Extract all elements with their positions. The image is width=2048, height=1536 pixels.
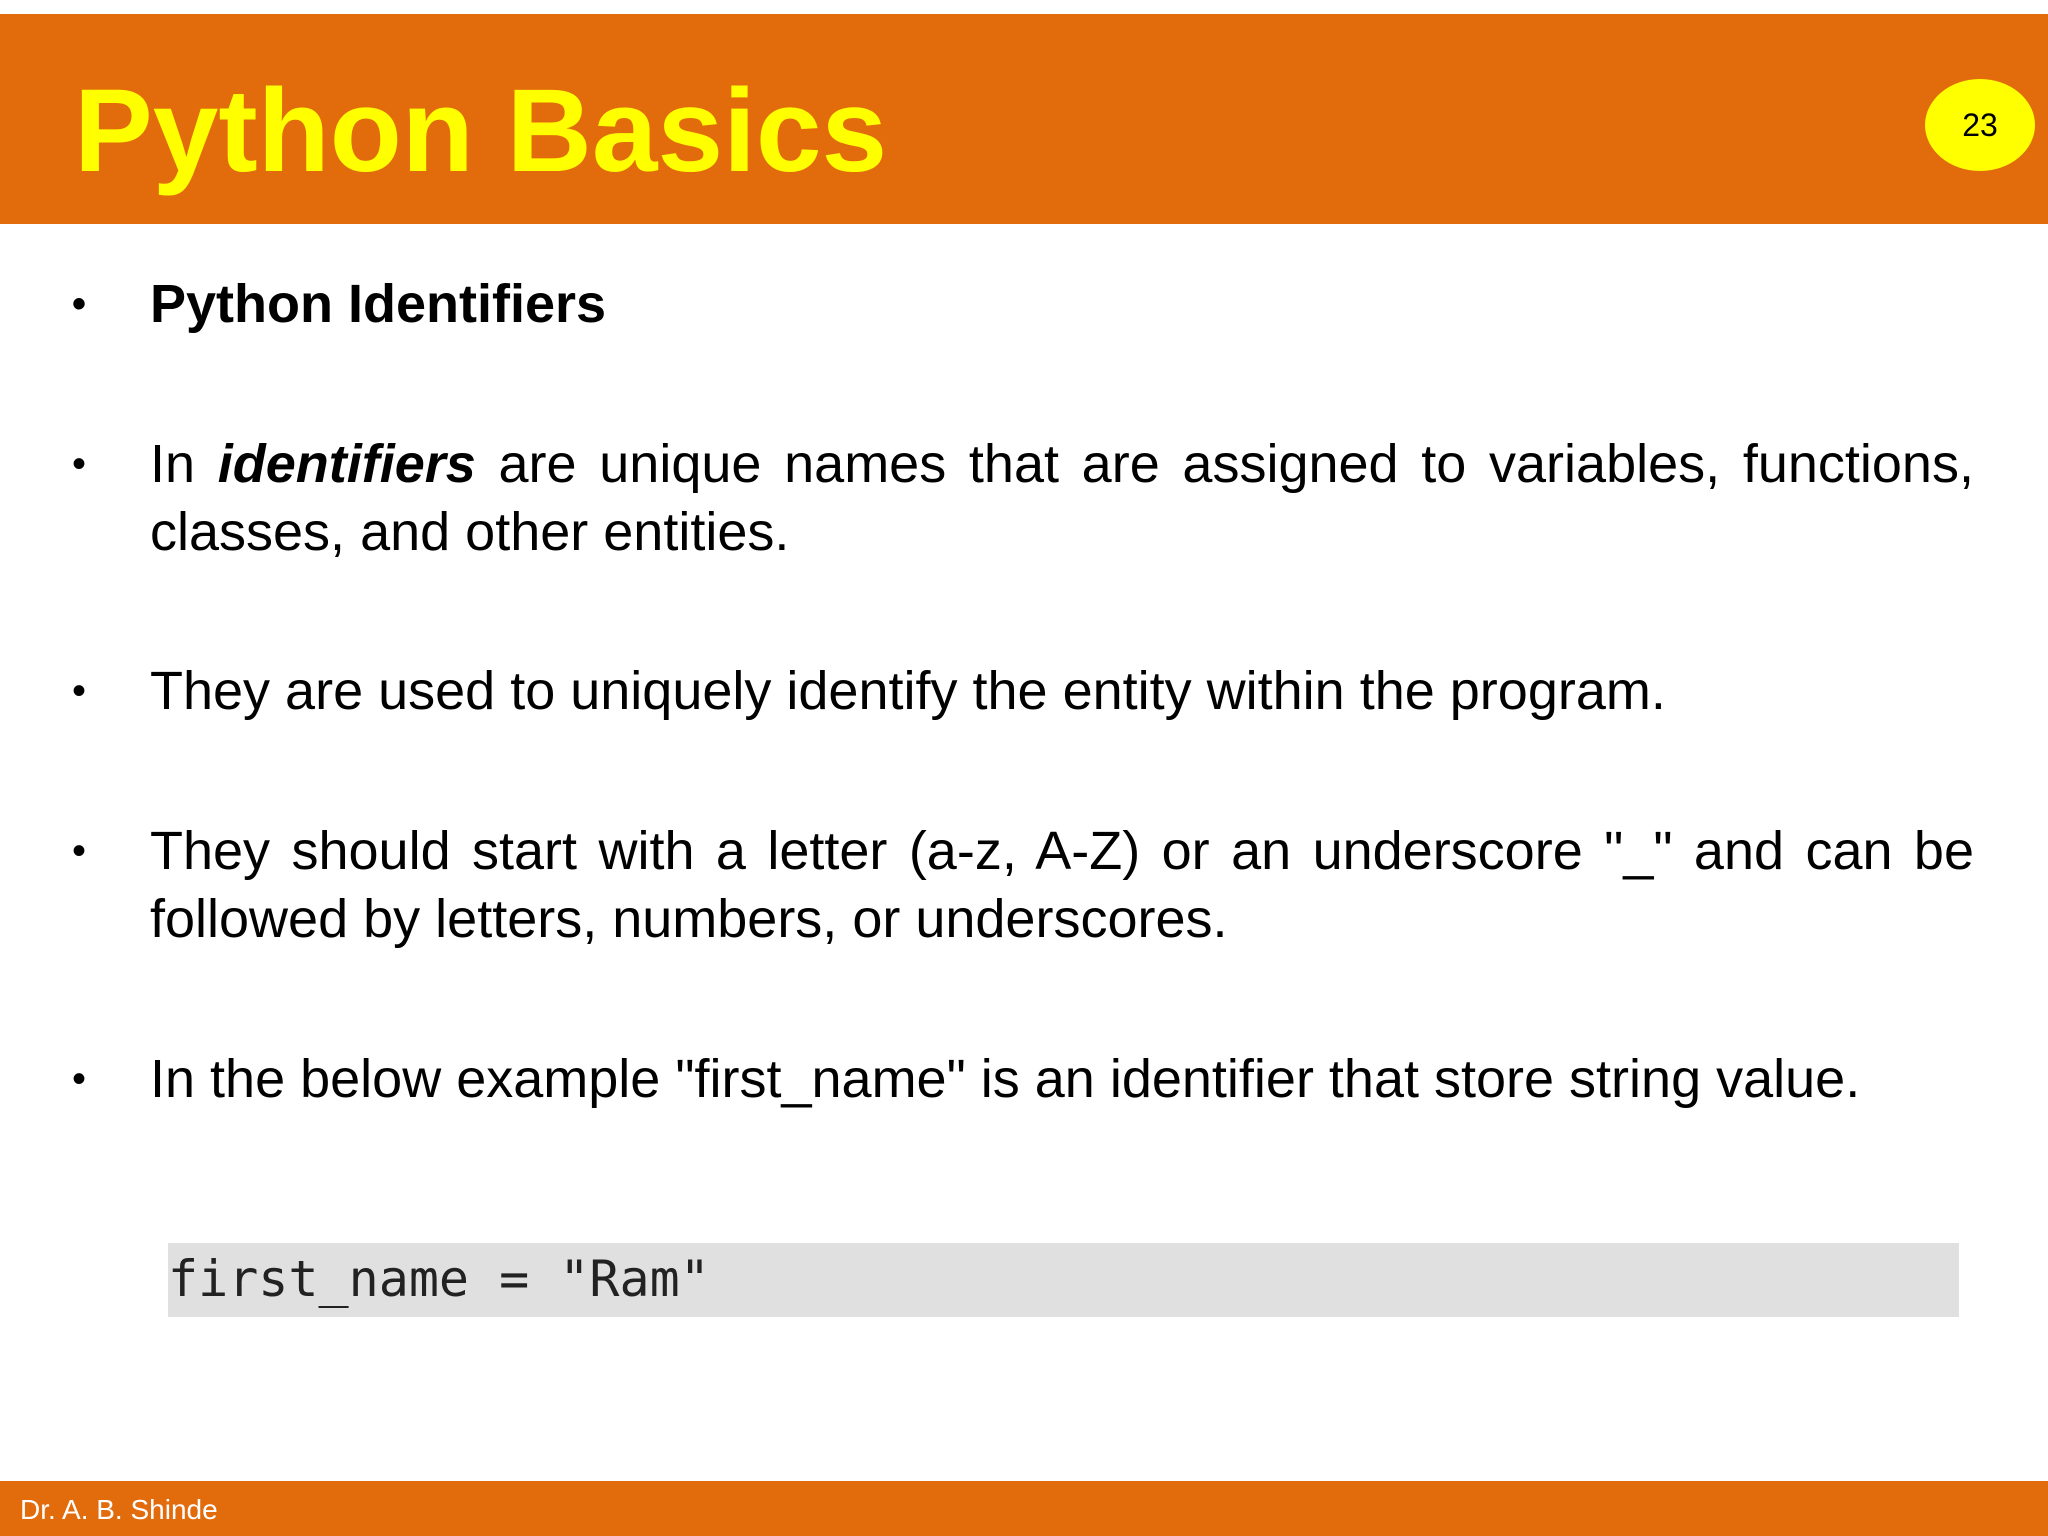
footer-author: Dr. A. B. Shinde [20, 1494, 218, 1525]
bullet-text-suffix: are unique names that are assigned to variables, functions, classes, and other entities. [150, 434, 1974, 562]
bullet-item [72, 657, 1974, 725]
bullet-item [72, 430, 1974, 566]
bullet-item [72, 1045, 1974, 1113]
bullet-icon: • [72, 669, 87, 713]
bullet-text-prefix: In [150, 434, 196, 494]
page-number-badge: 23 [1925, 79, 2035, 171]
header-bar [0, 14, 2048, 224]
bullet-icon: • [72, 282, 87, 326]
bullet-icon: • [72, 442, 87, 486]
bullet-icon: • [72, 829, 87, 873]
code-block [168, 1243, 1959, 1317]
bullet-item [72, 817, 1974, 953]
footer-bar [0, 1481, 2048, 1536]
bullet-text: They should start with a letter (a-z, A-Z) or an underscore "_" and can be followed by letters, numbers, or underscores. [150, 821, 1974, 949]
bullet-heading: Python Identifiers [150, 274, 607, 334]
bullet-icon: • [72, 1057, 87, 1101]
bullet-text: In the below example "first_name" is an identifier that store string value. [150, 1049, 1861, 1109]
bullet-text-emphasis: identifiers [217, 434, 476, 494]
bullet-item [72, 270, 1974, 338]
slide-title: Python Basics [74, 65, 888, 197]
code-line: first_name = "Ram" [168, 1250, 710, 1308]
bullet-text: They are used to uniquely identify the entity within the program. [150, 661, 1666, 721]
